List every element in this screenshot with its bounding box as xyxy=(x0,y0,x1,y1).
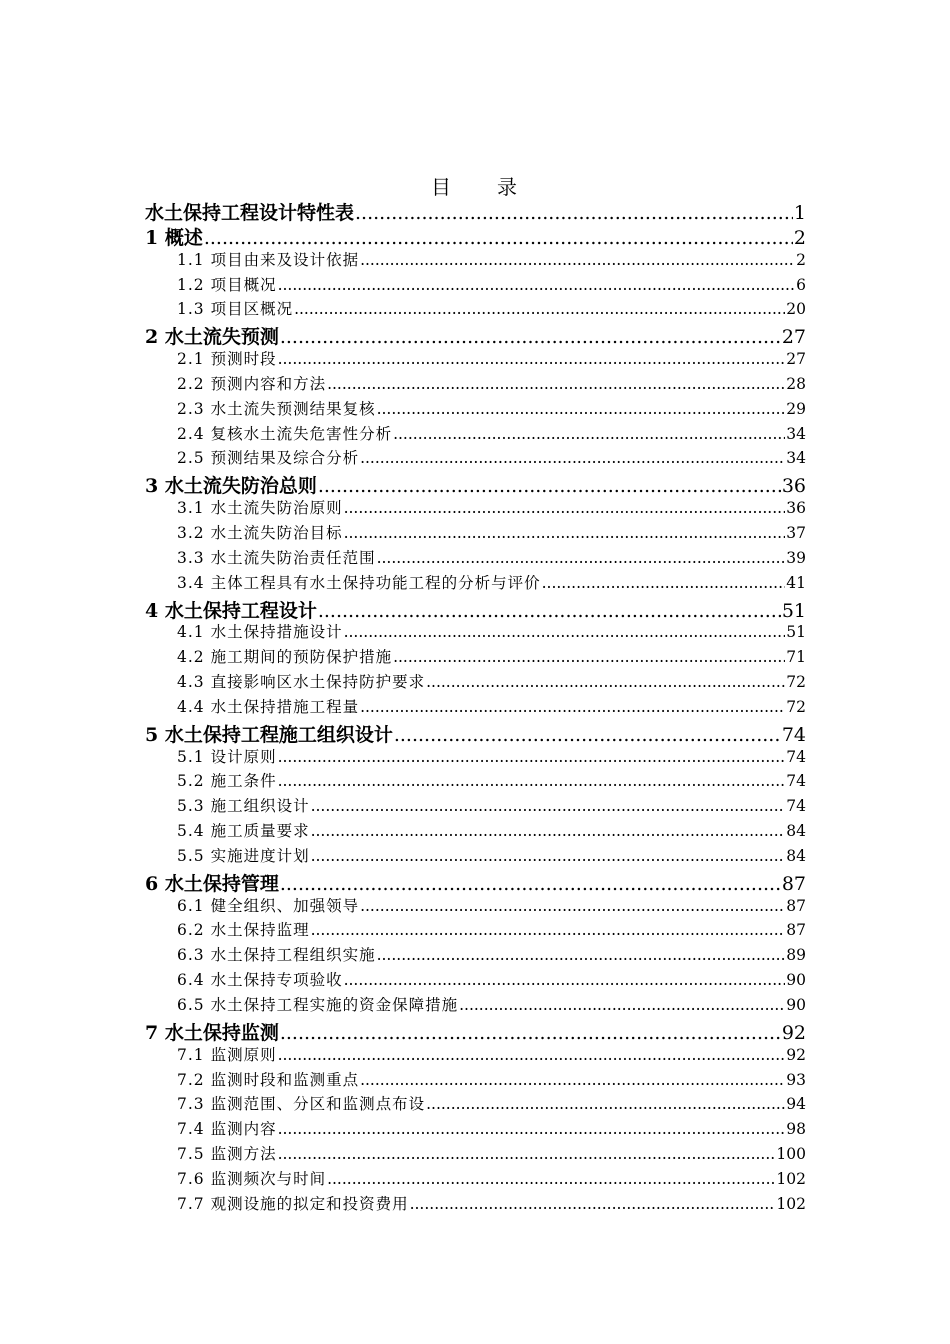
toc-entry-title: 5.3 施工组织设计 xyxy=(177,797,310,816)
toc-page-number: 34 xyxy=(786,424,806,443)
toc-page-number: 41 xyxy=(786,573,806,592)
toc-page-number: 36 xyxy=(786,499,806,518)
toc-entry-title: 6.2 水土保持监理 xyxy=(177,921,310,940)
toc-section-entry[interactable] xyxy=(145,546,806,571)
toc-entry-title: 2.2 预测内容和方法 xyxy=(177,374,327,393)
toc-entry-title: 4 水土保持工程设计 xyxy=(145,599,317,621)
toc-page-number: 20 xyxy=(786,300,806,319)
toc-entry-title: 3.3 水土流失防治责任范围 xyxy=(177,548,376,567)
toc-entry-title: 7.2 监测时段和监测重点 xyxy=(177,1070,360,1089)
toc-dot-leader xyxy=(278,350,786,368)
toc-dot-leader xyxy=(393,425,785,443)
toc-page-number: 27 xyxy=(786,350,806,369)
toc-dot-leader xyxy=(311,822,786,840)
toc-section-entry[interactable] xyxy=(145,1092,806,1117)
toc-dot-leader xyxy=(410,1195,776,1213)
toc-entry-title: 7.1 监测原则 xyxy=(177,1045,277,1064)
toc-dot-leader xyxy=(377,400,786,418)
toc-page-number: 92 xyxy=(781,1021,806,1043)
toc-page-number: 28 xyxy=(786,374,806,393)
toc-dot-leader xyxy=(278,1120,786,1138)
toc-entry-title: 2.3 水土流失预测结果复核 xyxy=(177,399,376,418)
toc-entry-title: 4.3 直接影响区水土保持防护要求 xyxy=(177,673,426,692)
toc-dot-leader xyxy=(327,375,785,393)
toc-section-entry[interactable] xyxy=(145,670,806,695)
toc-section-entry[interactable] xyxy=(145,571,806,596)
toc-entry-title: 4.1 水土保持措施设计 xyxy=(177,623,343,642)
toc-section-entry[interactable] xyxy=(145,645,806,670)
toc-dot-leader xyxy=(344,971,786,989)
toc-page-number: 102 xyxy=(776,1194,806,1213)
toc-chapter-entry[interactable] xyxy=(145,1018,806,1043)
toc-page-number: 87 xyxy=(786,896,806,915)
toc-dot-leader xyxy=(318,475,781,496)
toc-page-number: 71 xyxy=(786,648,806,667)
table-of-contents xyxy=(145,198,806,1217)
toc-page-number: 94 xyxy=(786,1095,806,1114)
toc-dot-leader xyxy=(204,227,793,248)
toc-entry-title: 7.5 监测方法 xyxy=(177,1145,277,1164)
toc-chapter-entry[interactable] xyxy=(145,869,806,894)
toc-section-entry[interactable] xyxy=(145,1142,806,1167)
toc-section-entry[interactable] xyxy=(145,273,806,298)
toc-dot-leader xyxy=(318,600,781,621)
toc-chapter-entry[interactable] xyxy=(145,322,806,347)
toc-dot-leader xyxy=(360,897,785,915)
toc-page-number: 84 xyxy=(786,822,806,841)
toc-dot-leader xyxy=(311,921,786,939)
toc-entry-title: 3 水土流失防治总则 xyxy=(145,475,317,497)
toc-entry-title: 3.1 水土流失防治原则 xyxy=(177,499,343,518)
toc-section-entry[interactable] xyxy=(145,745,806,770)
toc-page-number: 92 xyxy=(786,1045,806,1064)
toc-entry-title: 7.7 观测设施的拟定和投资费用 xyxy=(177,1194,409,1213)
toc-dot-leader xyxy=(459,996,785,1014)
toc-page-number: 51 xyxy=(781,599,806,621)
toc-section-entry[interactable] xyxy=(145,397,806,422)
toc-entry-title: 5.2 施工条件 xyxy=(177,772,277,791)
toc-page-number: 87 xyxy=(781,872,806,894)
toc-chapter-entry[interactable] xyxy=(145,596,806,621)
toc-page-number: 102 xyxy=(776,1169,806,1188)
toc-page-number: 74 xyxy=(786,747,806,766)
toc-section-entry[interactable] xyxy=(145,1117,806,1142)
toc-page-number: 39 xyxy=(786,548,806,567)
toc-dot-leader xyxy=(278,772,786,790)
toc-page-number: 27 xyxy=(781,326,806,348)
toc-entry-title: 3.2 水土流失防治目标 xyxy=(177,523,343,542)
toc-dot-leader xyxy=(393,648,785,666)
toc-page-number: 74 xyxy=(781,723,806,745)
toc-section-entry[interactable] xyxy=(145,347,806,372)
toc-dot-leader xyxy=(360,1071,785,1089)
toc-dot-leader xyxy=(377,549,786,567)
toc-dot-leader xyxy=(360,251,795,269)
toc-entry-title: 5.5 实施进度计划 xyxy=(177,846,310,865)
toc-entry-title: 5 水土保持工程施工组织设计 xyxy=(145,723,393,745)
toc-entry-title: 4.2 施工期间的预防保护措施 xyxy=(177,648,393,667)
toc-dot-leader xyxy=(280,873,781,894)
toc-entry-title: 7.6 监测频次与时间 xyxy=(177,1169,327,1188)
toc-page-number: 90 xyxy=(786,996,806,1014)
toc-page-number: 89 xyxy=(786,946,806,965)
toc-section-entry[interactable] xyxy=(145,422,806,447)
toc-dot-leader xyxy=(355,202,793,223)
toc-chapter-entry[interactable] xyxy=(145,223,806,248)
toc-page-number: 72 xyxy=(786,673,806,692)
toc-page-number: 2 xyxy=(793,226,806,248)
toc-section-entry[interactable] xyxy=(145,844,806,869)
toc-entry-title: 7 水土保持监测 xyxy=(145,1021,279,1043)
toc-section-entry[interactable] xyxy=(145,769,806,794)
toc-entry-title: 7.3 监测范围、分区和监测点布设 xyxy=(177,1095,426,1114)
toc-page-number: 93 xyxy=(786,1070,806,1089)
toc-dot-leader xyxy=(294,300,785,318)
toc-entry-title: 1.1 项目由来及设计依据 xyxy=(177,250,360,269)
toc-entry-title: 6.4 水土保持专项验收 xyxy=(177,971,343,990)
toc-section-entry[interactable] xyxy=(145,1043,806,1068)
toc-page-number: 72 xyxy=(786,697,806,716)
toc-section-entry[interactable] xyxy=(145,993,806,1018)
toc-dot-leader xyxy=(344,499,786,517)
toc-chapter-entry[interactable] xyxy=(145,720,806,745)
toc-page-number: 51 xyxy=(786,623,806,642)
toc-page-number: 36 xyxy=(781,475,806,497)
toc-entry-title: 2.5 预测结果及综合分析 xyxy=(177,449,360,468)
toc-section-entry[interactable] xyxy=(145,446,806,471)
toc-entry-title: 6.3 水土保持工程组织实施 xyxy=(177,946,376,965)
toc-dot-leader xyxy=(394,724,781,745)
toc-entry-title: 2.4 复核水土流失危害性分析 xyxy=(177,424,393,443)
toc-entry-title: 1 概述 xyxy=(145,226,203,248)
toc-entry-title: 5.1 设计原则 xyxy=(177,747,277,766)
toc-dot-leader xyxy=(360,698,785,716)
toc-page-number: 37 xyxy=(786,523,806,542)
toc-page-number: 90 xyxy=(786,971,806,990)
toc-dot-leader xyxy=(280,1022,781,1043)
toc-dot-leader xyxy=(377,946,786,964)
toc-dot-leader xyxy=(311,797,786,815)
toc-dot-leader xyxy=(280,326,781,347)
toc-entry-title: 3.4 主体工程具有水土保持功能工程的分析与评价 xyxy=(177,573,541,592)
toc-page-number: 74 xyxy=(786,772,806,791)
toc-chapter-entry[interactable] xyxy=(145,198,806,223)
toc-entry-title: 1.3 项目区概况 xyxy=(177,300,294,319)
toc-section-entry[interactable] xyxy=(145,968,806,993)
toc-page-number: 100 xyxy=(776,1145,806,1164)
toc-entry-title: 1.2 项目概况 xyxy=(177,275,277,294)
toc-page-number: 1 xyxy=(793,202,806,223)
toc-dot-leader xyxy=(426,673,785,691)
toc-entry-title: 6.1 健全组织、加强领导 xyxy=(177,896,360,915)
toc-section-entry[interactable] xyxy=(145,297,806,322)
toc-section-entry[interactable] xyxy=(145,794,806,819)
toc-section-entry[interactable] xyxy=(145,918,806,943)
toc-dot-leader xyxy=(344,623,786,641)
toc-section-entry[interactable] xyxy=(145,943,806,968)
toc-dot-leader xyxy=(311,847,786,865)
toc-section-entry[interactable] xyxy=(145,1068,806,1093)
toc-entry-title: 2.1 预测时段 xyxy=(177,350,277,369)
toc-page-number: 87 xyxy=(786,921,806,940)
toc-dot-leader xyxy=(344,524,786,542)
toc-section-entry[interactable] xyxy=(145,248,806,273)
toc-page-number: 6 xyxy=(796,275,806,294)
toc-entry-title: 5.4 施工质量要求 xyxy=(177,822,310,841)
toc-section-entry[interactable] xyxy=(145,521,806,546)
toc-entry-title: 2 水土流失预测 xyxy=(145,326,279,348)
toc-page-number: 34 xyxy=(786,449,806,468)
toc-dot-leader xyxy=(278,748,786,766)
toc-section-entry[interactable] xyxy=(145,620,806,645)
toc-entry-title: 水土保持工程设计特性表 xyxy=(145,202,355,223)
toc-page-number: 98 xyxy=(786,1120,806,1139)
toc-dot-leader xyxy=(278,1145,776,1163)
toc-section-entry[interactable] xyxy=(145,894,806,919)
toc-section-entry[interactable] xyxy=(145,372,806,397)
toc-dot-leader xyxy=(327,1170,775,1188)
toc-dot-leader xyxy=(278,1046,786,1064)
toc-section-entry[interactable] xyxy=(145,1192,806,1217)
toc-section-entry[interactable] xyxy=(145,496,806,521)
toc-entry-title: 6 水土保持管理 xyxy=(145,872,279,894)
toc-entry-title: 6.5 水土保持工程实施的资金保障措施 xyxy=(177,996,459,1014)
toc-page-number: 74 xyxy=(786,797,806,816)
toc-chapter-entry[interactable] xyxy=(145,471,806,496)
toc-section-entry[interactable] xyxy=(145,1167,806,1192)
toc-entry-title: 4.4 水土保持措施工程量 xyxy=(177,697,360,716)
toc-page-number: 29 xyxy=(786,399,806,418)
toc-dot-leader xyxy=(426,1095,785,1113)
toc-dot-leader xyxy=(542,574,786,592)
toc-dot-leader xyxy=(278,276,796,294)
toc-page-number: 2 xyxy=(796,250,806,269)
toc-entry-title: 7.4 监测内容 xyxy=(177,1120,277,1139)
toc-page-number: 84 xyxy=(786,846,806,865)
toc-title: 目 录 xyxy=(431,175,519,199)
toc-section-entry[interactable] xyxy=(145,819,806,844)
toc-section-entry[interactable] xyxy=(145,695,806,720)
toc-dot-leader xyxy=(360,449,785,467)
